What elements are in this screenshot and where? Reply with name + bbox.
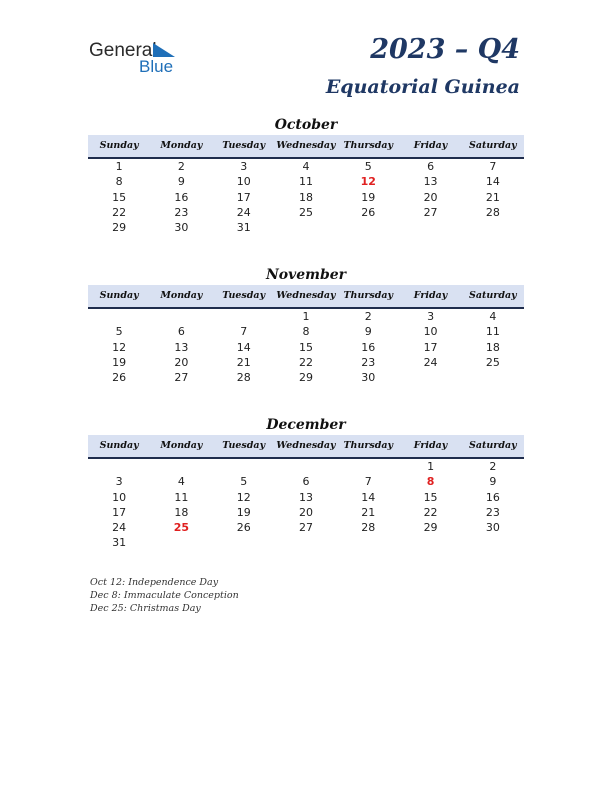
weekday-label: Thursday xyxy=(343,290,394,301)
weekday-label: Wednesday xyxy=(276,290,336,301)
day-cell: 25 xyxy=(485,355,500,369)
day-cell: 7 xyxy=(240,325,248,339)
day-cell xyxy=(399,535,461,550)
day-cell: 16 xyxy=(361,340,376,354)
day-grid xyxy=(88,459,524,551)
day-cell: 21 xyxy=(361,505,376,519)
weekday-label: Saturday xyxy=(469,290,517,301)
holiday-note: Dec 25: Christmas Day xyxy=(90,603,201,614)
day-cell: 23 xyxy=(361,355,376,369)
day-cell xyxy=(462,535,524,550)
weekday-label: Saturday xyxy=(469,140,517,151)
day-cell: 5 xyxy=(115,325,123,339)
day-cell xyxy=(150,459,212,474)
day-cell: 16 xyxy=(485,490,500,504)
day-grid xyxy=(88,159,524,251)
day-cell: 14 xyxy=(361,490,376,504)
day-cell: 18 xyxy=(485,340,500,354)
day-cell: 3 xyxy=(115,475,123,489)
month-name: December xyxy=(266,417,346,433)
day-cell: 24 xyxy=(236,205,251,219)
day-cell: 28 xyxy=(485,205,500,219)
month-name: October xyxy=(274,117,338,133)
day-cell: 22 xyxy=(298,355,313,369)
day-cell: 22 xyxy=(112,205,127,219)
day-cell: 28 xyxy=(236,371,251,385)
day-cell: 13 xyxy=(423,175,438,189)
day-cell: 8 xyxy=(302,325,310,339)
page-subtitle: Equatorial Guinea xyxy=(325,76,520,98)
month-name: November xyxy=(265,267,347,283)
day-cell: 2 xyxy=(177,160,185,173)
holiday-day-cell: 25 xyxy=(173,521,190,535)
day-cell: 3 xyxy=(427,310,435,323)
day-cell: 26 xyxy=(236,521,251,535)
day-cell: 1 xyxy=(427,460,435,473)
logo-flag-icon xyxy=(153,43,175,57)
weekday-label: Monday xyxy=(160,290,203,301)
day-cell xyxy=(399,220,461,235)
day-cell xyxy=(150,235,212,250)
day-cell: 17 xyxy=(423,340,438,354)
weekday-label: Tuesday xyxy=(222,290,266,301)
day-cell xyxy=(462,370,524,385)
day-cell: 13 xyxy=(298,490,313,504)
weekday-label: Saturday xyxy=(469,440,517,451)
day-cell: 10 xyxy=(112,490,127,504)
day-cell xyxy=(399,370,461,385)
day-cell: 23 xyxy=(174,205,189,219)
day-cell: 2 xyxy=(364,310,372,323)
weekday-label: Thursday xyxy=(343,440,394,451)
weekday-label: Wednesday xyxy=(276,440,336,451)
logo-general-text: General xyxy=(89,40,157,61)
day-cell: 21 xyxy=(236,355,251,369)
day-cell: 18 xyxy=(298,190,313,204)
day-cell: 15 xyxy=(423,490,438,504)
day-cell: 29 xyxy=(298,371,313,385)
day-cell: 19 xyxy=(112,355,127,369)
weekday-label: Wednesday xyxy=(276,140,336,151)
day-cell: 6 xyxy=(302,475,310,489)
day-cell: 17 xyxy=(112,505,127,519)
weekday-label: Monday xyxy=(160,440,203,451)
day-cell: 24 xyxy=(423,355,438,369)
day-cell: 9 xyxy=(364,325,372,339)
day-cell: 20 xyxy=(174,355,189,369)
weekday-label: Friday xyxy=(413,140,448,151)
day-cell: 19 xyxy=(236,505,251,519)
day-cell: 20 xyxy=(423,190,438,204)
day-cell: 9 xyxy=(489,475,497,489)
weekday-label: Thursday xyxy=(343,140,394,151)
day-cell: 11 xyxy=(298,175,313,189)
day-cell xyxy=(275,535,337,550)
day-cell: 25 xyxy=(298,205,313,219)
day-cell: 4 xyxy=(177,475,185,489)
holiday-note: Dec 8: Immaculate Conception xyxy=(90,590,239,601)
day-cell: 18 xyxy=(174,505,189,519)
weekday-label: Tuesday xyxy=(222,440,266,451)
page-title: 2023 – Q4 xyxy=(370,34,520,65)
day-cell: 12 xyxy=(236,490,251,504)
day-cell: 29 xyxy=(423,521,438,535)
weekday-label: Friday xyxy=(413,440,448,451)
day-cell xyxy=(88,459,150,474)
weekday-header xyxy=(88,285,524,309)
day-cell: 26 xyxy=(361,205,376,219)
weekday-label: Tuesday xyxy=(222,140,266,151)
day-cell: 16 xyxy=(174,190,189,204)
day-cell xyxy=(275,459,337,474)
weekday-label: Sunday xyxy=(99,290,139,301)
day-cell: 1 xyxy=(302,310,310,323)
holiday-note: Oct 12: Independence Day xyxy=(90,577,219,588)
day-cell: 8 xyxy=(115,175,123,189)
weekday-header xyxy=(88,435,524,459)
day-cell: 28 xyxy=(361,521,376,535)
day-cell: 9 xyxy=(177,175,185,189)
day-cell xyxy=(88,309,150,324)
day-cell: 17 xyxy=(236,190,251,204)
day-cell: 2 xyxy=(489,460,497,473)
day-cell: 15 xyxy=(298,340,313,354)
weekday-label: Monday xyxy=(160,140,203,151)
day-cell: 31 xyxy=(112,536,127,550)
day-cell: 27 xyxy=(174,371,189,385)
logo-blue-text: Blue xyxy=(139,57,174,76)
day-cell: 12 xyxy=(112,340,127,354)
weekday-label: Friday xyxy=(413,290,448,301)
day-cell: 26 xyxy=(112,371,127,385)
day-cell: 14 xyxy=(236,340,251,354)
day-cell xyxy=(213,459,275,474)
day-cell: 10 xyxy=(236,175,251,189)
weekday-header xyxy=(88,135,524,159)
day-cell: 30 xyxy=(174,221,189,235)
day-cell xyxy=(150,535,212,550)
holiday-notes xyxy=(90,576,239,615)
day-cell: 11 xyxy=(485,325,500,339)
day-cell: 30 xyxy=(485,521,500,535)
day-cell: 31 xyxy=(236,221,251,235)
day-cell: 5 xyxy=(240,475,248,489)
day-cell: 15 xyxy=(112,190,127,204)
day-cell xyxy=(213,309,275,324)
month-november xyxy=(88,265,524,385)
day-cell: 5 xyxy=(364,160,372,173)
day-cell: 4 xyxy=(302,160,310,173)
day-cell: 27 xyxy=(298,521,313,535)
holiday-day-cell: 8 xyxy=(426,475,435,489)
day-cell xyxy=(337,220,399,235)
day-cell: 19 xyxy=(361,190,376,204)
day-cell: 30 xyxy=(361,371,376,385)
day-cell: 6 xyxy=(177,325,185,339)
day-cell xyxy=(337,459,399,474)
day-cell: 14 xyxy=(485,175,500,189)
day-cell xyxy=(213,535,275,550)
day-cell: 27 xyxy=(423,205,438,219)
day-cell: 7 xyxy=(364,475,372,489)
day-cell: 24 xyxy=(112,521,127,535)
day-cell xyxy=(275,220,337,235)
day-cell xyxy=(88,235,150,250)
day-cell: 23 xyxy=(485,505,500,519)
weekday-label: Sunday xyxy=(99,140,139,151)
day-cell: 10 xyxy=(423,325,438,339)
weekday-label: Sunday xyxy=(99,440,139,451)
day-cell: 29 xyxy=(112,221,127,235)
day-grid xyxy=(88,309,524,385)
brand-logo xyxy=(89,40,189,80)
day-cell: 21 xyxy=(485,190,500,204)
day-cell: 22 xyxy=(423,505,438,519)
day-cell: 3 xyxy=(240,160,248,173)
month-october xyxy=(88,115,524,251)
month-december xyxy=(88,415,524,551)
day-cell: 4 xyxy=(489,310,497,323)
day-cell: 7 xyxy=(489,160,497,173)
day-cell xyxy=(462,220,524,235)
day-cell: 11 xyxy=(174,490,189,504)
day-cell xyxy=(337,535,399,550)
day-cell: 6 xyxy=(427,160,435,173)
day-cell: 1 xyxy=(115,160,123,173)
day-cell: 13 xyxy=(174,340,189,354)
holiday-day-cell: 12 xyxy=(360,175,376,189)
day-cell xyxy=(150,309,212,324)
day-cell: 20 xyxy=(298,505,313,519)
